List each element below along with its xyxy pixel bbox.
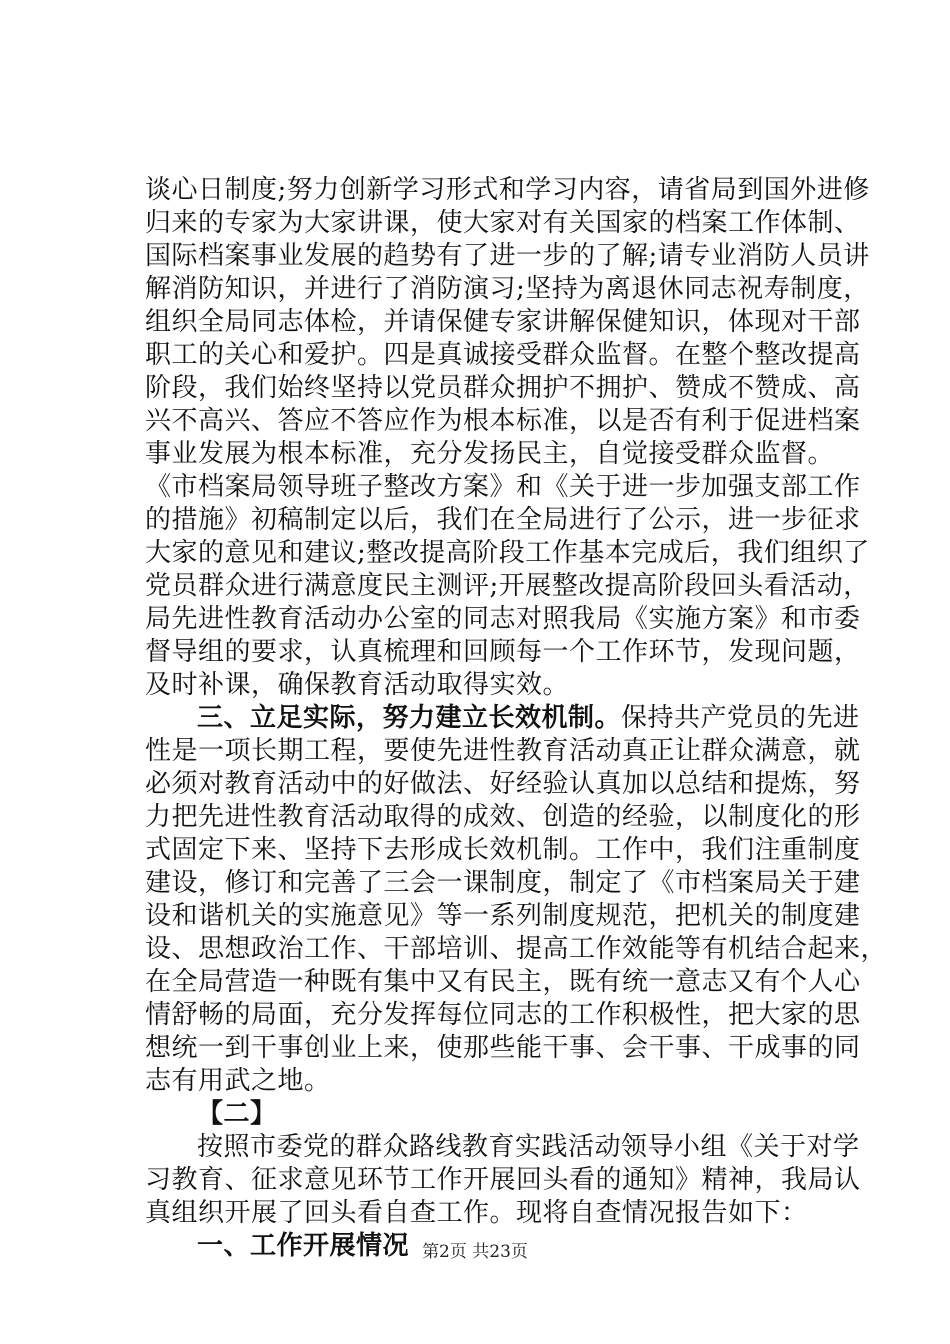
text-line: 志有用武之地。: [145, 1066, 331, 1096]
page-number-footer: 第2页 共23页: [422, 1242, 528, 1262]
text-line: 真组织开展了回头看自查工作。现将自查情况报告如下：: [145, 1198, 808, 1228]
section-marker: 【二】: [197, 1099, 277, 1129]
text-line: 力把先进性教育活动取得的成效、创造的经验，以制度化的形: [145, 802, 861, 832]
text-line: 党员群众进行满意度民主测评;开展整改提高阶段回头看活动，: [145, 571, 870, 601]
text-line: 性是一项长期工程，要使先进性教育活动真正让群众满意，就: [145, 736, 861, 766]
text-line: 谈心日制度;努力创新学习形式和学习内容，请省局到国外进修: [145, 175, 870, 205]
text-line: 及时补课，确保教育活动取得实效。: [145, 670, 570, 700]
paragraph-continuation: [145, 174, 870, 702]
text-line: 设、思想政治工作、干部培训、提高工作效能等有机结合起来，: [145, 934, 888, 964]
text-line: 组织全局同志体检，并请保健专家讲解保健知识，体现对干部: [145, 307, 861, 337]
text-line: 想统一到干事创业上来，使那些能干事、会干事、干成事的同: [145, 1033, 861, 1063]
paragraph-intro: [145, 1131, 861, 1230]
section-heading-inline: 三、立足实际，努力建立长效机制。: [197, 703, 622, 733]
paragraph-section-three: [145, 702, 888, 1098]
text-line: 习教育、征求意见环节工作开展回头看的通知》精神，我局认: [145, 1165, 861, 1195]
text-line: 的措施》初稿制定以后，我们在全局进行了公示，进一步征求: [145, 505, 861, 535]
text-line: 建设，修订和完善了三会一课制度，制定了《市档案局关于建: [145, 868, 861, 898]
text-line: 局先进性教育活动办公室的同志对照我局《实施方案》和市委: [145, 604, 861, 634]
text-line: 式固定下来、坚持下去形成长效机制。工作中，我们注重制度: [145, 835, 861, 865]
text-line: 督导组的要求，认真梳理和回顾每一个工作环节，发现问题，: [145, 637, 861, 667]
text-line: 解消防知识，并进行了消防演习;坚持为离退休同志祝寿制度，: [145, 274, 870, 304]
text-line: 阶段，我们始终坚持以党员群众拥护不拥护、赞成不赞成、高: [145, 373, 861, 403]
text-line: 设和谐机关的实施意见》等一系列制度规范，把机关的制度建: [145, 901, 861, 931]
text-run: 保持共产党员的先进: [621, 703, 860, 733]
text-line: 按照市委党的群众路线教育实践活动领导小组《关于对学: [197, 1132, 860, 1162]
text-line: 在全局营造一种既有集中又有民主，既有统一意志又有个人心: [145, 967, 861, 997]
text-line: 归来的专家为大家讲课，使大家对有关国家的档案工作体制、: [145, 208, 861, 238]
section-heading: 一、工作开展情况: [197, 1231, 410, 1261]
text-line: 必须对教育活动中的好做法、好经验认真加以总结和提炼，努: [145, 769, 861, 799]
text-line: 国际档案事业发展的趋势有了进一步的了解;请专业消防人员讲: [145, 241, 870, 271]
text-line: [145, 702, 860, 735]
document-body: [145, 174, 888, 1263]
text-line: 兴不高兴、答应不答应作为根本标准，以是否有利于促进档案: [145, 406, 861, 436]
text-line: 职工的关心和爱护。四是真诚接受群众监督。在整个整改提高: [145, 340, 861, 370]
text-line: 情舒畅的局面，充分发挥每位同志的工作积极性，把大家的思: [145, 1000, 861, 1030]
text-line: 《市档案局领导班子整改方案》和《关于进一步加强支部工作: [145, 472, 861, 502]
text-line: 大家的意见和建议;整改提高阶段工作基本完成后，我们组织了: [145, 538, 870, 568]
text-line: 事业发展为根本标准，充分发扬民主，自觉接受群众监督。: [145, 439, 835, 469]
